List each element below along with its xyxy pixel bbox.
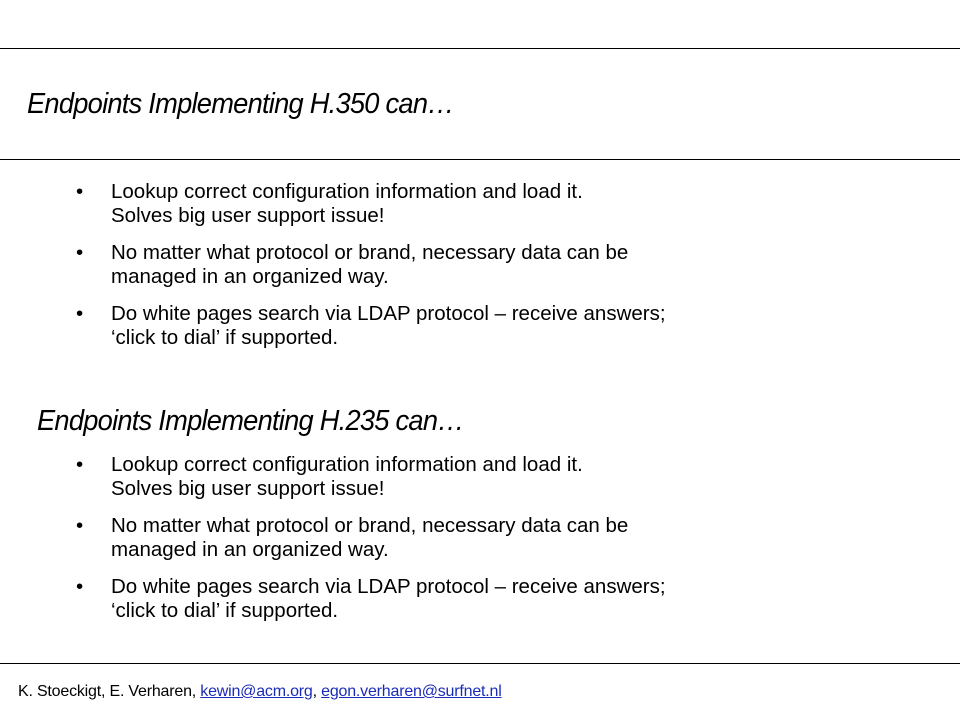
list-item <box>76 241 896 289</box>
email-link-kewin[interactable]: kewin@acm.org <box>200 683 313 700</box>
footer-separator: , <box>312 683 322 700</box>
bullet-text: Do white pages search via LDAP protocol – receive answers; ‘click to dial’ if supported. <box>111 302 666 349</box>
footer <box>18 683 502 701</box>
bullet-text: No matter what protocol or brand, necessary data can be managed in an organized way. <box>111 241 629 288</box>
list-item <box>76 180 896 228</box>
list-item <box>76 575 896 623</box>
list-item <box>76 453 896 501</box>
bullet-text: No matter what protocol or brand, necessary data can be managed in an organized way. <box>111 514 629 561</box>
bullet-text: Lookup correct configuration information and load it. Solves big user support issue! <box>111 453 583 500</box>
bullet-text: Do white pages search via LDAP protocol – receive answers; ‘click to dial’ if supported. <box>111 575 666 622</box>
bullet-icon: • <box>76 241 84 264</box>
heading-divider <box>0 159 960 160</box>
bullet-text: Lookup correct configuration information and load it. Solves big user support issue! <box>111 180 583 227</box>
list-item <box>76 514 896 562</box>
section-1-heading: Endpoints Implementing H.350 can… <box>27 88 454 120</box>
section-1-bullet-list <box>76 180 896 363</box>
bullet-icon: • <box>76 575 84 598</box>
section-2-bullet-list <box>76 453 896 636</box>
bullet-icon: • <box>76 514 84 537</box>
top-divider <box>0 48 960 49</box>
bullet-icon: • <box>76 302 84 325</box>
footer-divider <box>0 663 960 664</box>
bullet-icon: • <box>76 180 84 203</box>
email-link-egon[interactable]: egon.verharen@surfnet.nl <box>321 683 502 700</box>
list-item <box>76 302 896 350</box>
bullet-icon: • <box>76 453 84 476</box>
section-2-heading: Endpoints Implementing H.235 can… <box>37 405 464 437</box>
footer-authors: K. Stoeckigt, E. Verharen, <box>18 683 201 700</box>
